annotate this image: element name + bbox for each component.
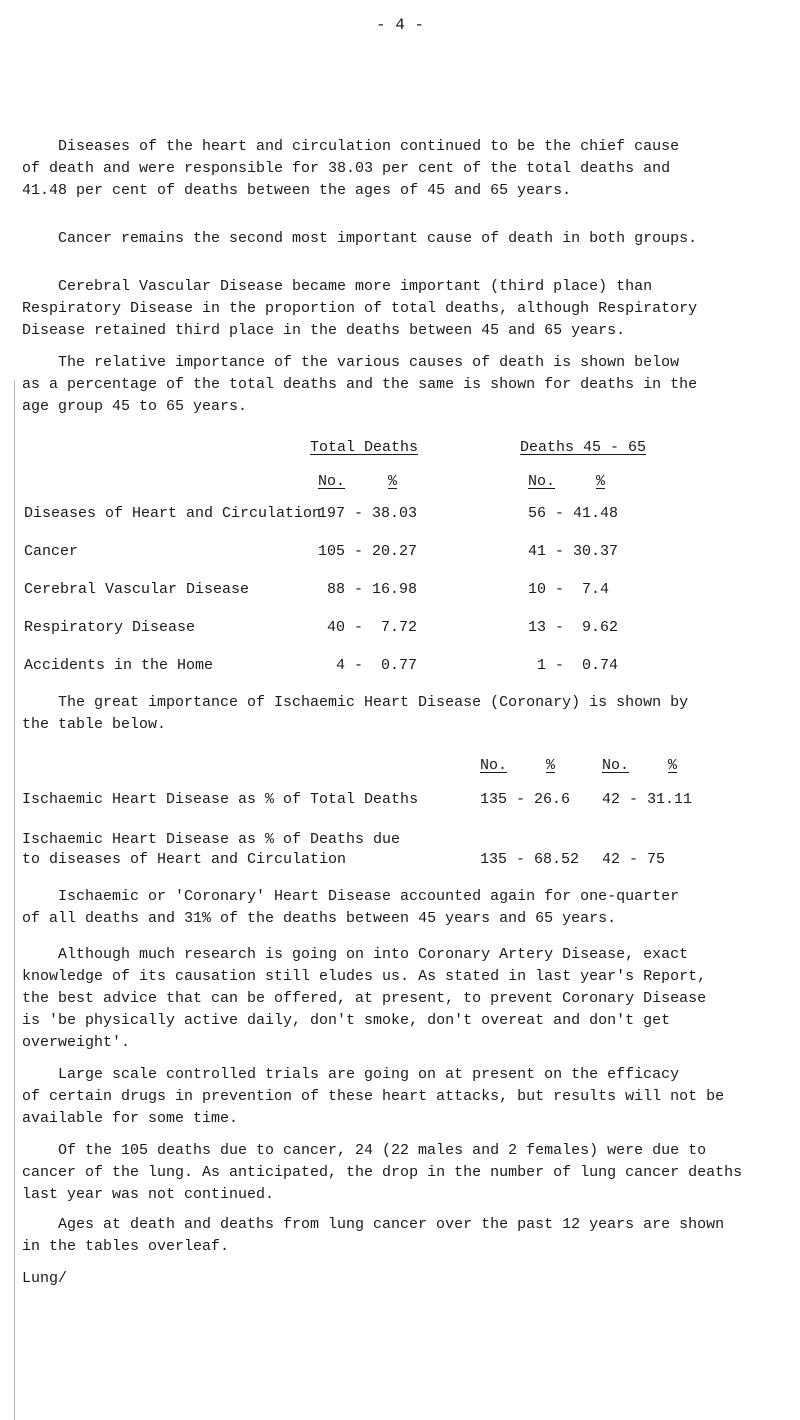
table-row — [0, 830, 800, 850]
paragraph-coronary-quarter: Ischaemic or 'Coronary' Heart Disease accounted again for one-quarter of all deaths and 31% of the deaths between 45 years and 65 years. — [22, 888, 680, 927]
catchword: Lung/ — [22, 1270, 68, 1287]
row-value-age: 42 - 31.11 — [602, 791, 693, 808]
header-pct-1: % — [546, 757, 556, 774]
header-total-pct: % — [388, 473, 398, 490]
header-deaths-45-65: Deaths 45 - 65 — [520, 439, 647, 456]
table-group-header-row — [0, 438, 800, 458]
header-total-no: No. — [318, 473, 346, 490]
paragraph-cancer: Cancer remains the second most important cause of death in both groups. — [58, 230, 698, 247]
row-label: Cancer — [24, 543, 79, 560]
row-value: 135 - 68.52 — [480, 851, 580, 868]
paragraph-cerebral: Cerebral Vascular Disease became more important (third place) than Respiratory Disease in the proportion of total deaths, although Respiratory Disease retained third place in the deaths between 45 and 65 years. — [22, 278, 698, 339]
row-label: Ischaemic Heart Disease as % of Deaths due — [22, 831, 401, 848]
row-total-value: 40 - 7.72 — [327, 619, 418, 636]
row-age-value: 1 - 0.74 — [537, 657, 619, 674]
header-age-pct: % — [596, 473, 606, 490]
row-label: Diseases of Heart and Circulation — [24, 505, 322, 522]
margin-rule — [14, 380, 15, 1420]
row-age-value: 41 - 30.37 — [528, 543, 619, 560]
row-value: 135 - 26.6 — [480, 791, 571, 808]
paragraph-lung-cancer: Of the 105 deaths due to cancer, 24 (22 males and 2 females) were due to cancer of the lung. As anticipated, the drop in the number of lung cancer deaths last year was not continued. — [22, 1142, 743, 1203]
row-value-age: 42 - 75 — [602, 851, 666, 868]
table-row — [0, 618, 800, 638]
row-label: Accidents in the Home — [24, 657, 214, 674]
row-label: Ischaemic Heart Disease as % of Total Deaths — [22, 791, 419, 808]
header-pct-2: % — [668, 757, 678, 774]
table-row — [0, 504, 800, 524]
paragraph-ischaemic-intro: The great importance of Ischaemic Heart Disease (Coronary) is shown by the table below. — [22, 694, 689, 733]
paragraph-ages: Ages at death and deaths from lung cancer over the past 12 years are shown in the tables overleaf. — [22, 1216, 725, 1255]
paragraph-heart-disease: Diseases of the heart and circulation continued to be the chief cause of death and were responsible for 38.03 per cent of the total deaths and 41.48 per cent of deaths between the ages of 45 and 65 years. — [22, 138, 680, 199]
table-sub-header-row — [0, 472, 800, 492]
row-total-value: 197 - 38.03 — [318, 505, 418, 522]
page-number: - 4 - — [375, 16, 424, 34]
table-row — [0, 580, 800, 600]
ischaemic-header-row — [0, 756, 800, 776]
row-label: Cerebral Vascular Disease — [24, 581, 250, 598]
row-age-value: 10 - 7.4 — [528, 581, 610, 598]
row-total-value: 4 - 0.77 — [336, 657, 418, 674]
row-total-value: 105 - 20.27 — [318, 543, 418, 560]
table-row — [0, 790, 800, 810]
row-age-value: 13 - 9.62 — [528, 619, 619, 636]
row-label-continued: to diseases of Heart and Circulation — [22, 851, 347, 868]
paragraph-relative-importance: The relative importance of the various causes of death is shown below as a percentage of the total deaths and the same is shown for deaths in the age group 45 to 65 years. — [22, 354, 698, 415]
table-row — [0, 542, 800, 562]
header-total-deaths: Total Deaths — [310, 439, 419, 456]
paragraph-research: Although much research is going on into Coronary Artery Disease, exact knowledge of its causation still eludes us. As stated in last year's Report, the best advice that can be offered, at present, to prevent Coronary Disease is 'be physically active daily, don't smoke, don't overeat and don't get overweight'. — [22, 946, 707, 1051]
header-no-2: No. — [602, 757, 630, 774]
table-row — [0, 656, 800, 676]
row-total-value: 88 - 16.98 — [327, 581, 418, 598]
row-age-value: 56 - 41.48 — [528, 505, 619, 522]
row-label: Respiratory Disease — [24, 619, 196, 636]
paragraph-trials: Large scale controlled trials are going on at present on the efficacy of certain drugs in prevention of these heart attacks, but results will not be available for some time. — [22, 1066, 725, 1127]
table-row — [0, 850, 800, 870]
header-no-1: No. — [480, 757, 508, 774]
header-age-no: No. — [528, 473, 556, 490]
